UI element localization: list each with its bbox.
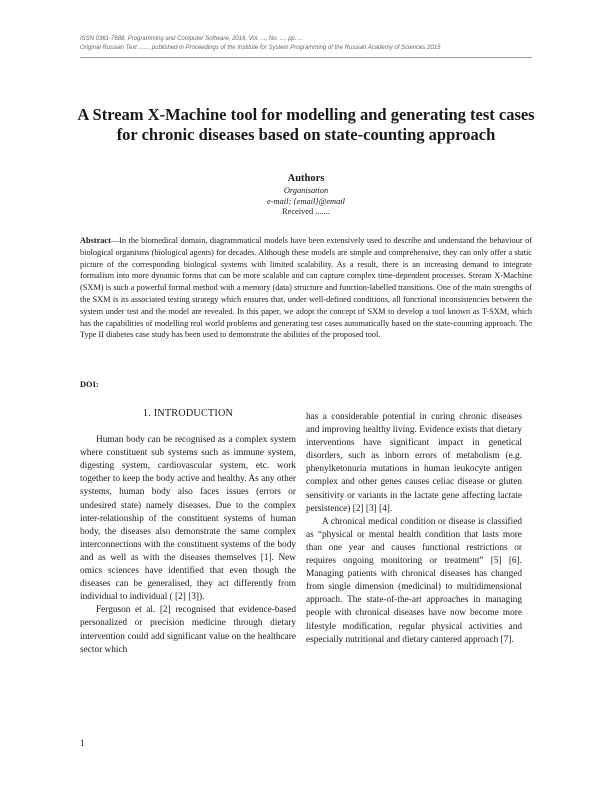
page-number: 1: [80, 738, 85, 748]
left-column: [80, 407, 296, 657]
organisation: Organisation: [283, 186, 329, 195]
abstract-label: Abstract: [80, 236, 111, 245]
paper-title: A Stream X-Machine tool for modelling and generating test cases for chronic diseases based on state-counting approach: [77, 105, 535, 144]
header-rule: [80, 57, 532, 58]
abstract-text: —In the biomedical domain, diagrammatical models have been extensively used to describe and understand the behaviour of biological organisms (biological agents) for decades. Although these models are simple and comprehensive, they can only offer a static picture of the corresponding biological systems with limited scalability. As a result, there is an increasing demand to integrate formalism into more dynamic forms that can be more scalable and can capture complex time-dependent processes. Stream X-Machine (SXM) is such a powerful formal method with a memory (data) structure and function-labelled transitions. One of the main strengths of the SXM is its associated testing strategy which ensures that, under well-defined conditions, all functional inconsistencies between the system under test and the model are revealed. In this paper, we adopt the concept of SXM to develop a tool known as T-SXM, which has the capabilities of modelling real world problems and generating test cases automatically based on the state-counting approach. The Type II diabetes case study has been used to demonstrate the abilities of the proposed tool.: [80, 236, 532, 340]
authors: Authors: [287, 173, 325, 184]
header-original-text-line: Original Russian Text ......, published in Proceedings of the Institute for System Programming of the Russian Academy of Sciences 2015: [80, 45, 441, 51]
paragraph: has a considerable potential in curing chronic diseases and improving healthy living. Evidence exists that dietary interventions have significant impact in genetical disorders, such as inborn errors of metabolism (e.g. phenylketonuria mutations in human leukocyte antigen complex and other genes causes celiac disease or gluten sensitivity or variants in the lactate gene affecting lactate persistence) [2] [3] [4].: [306, 412, 522, 514]
paragraph: Ferguson et al. [2] recognised that evidence-based personalized or precision medicine through dietary intervention could add significant value on the healthcare sector which: [80, 605, 296, 655]
affiliation-block: [0, 186, 612, 218]
paragraph: Human body can be recognised as a complex system where constituent sub systems such as immune system, digesting system, cardiovascular system, etc. work together to keep the body active and healthy. As any other systems, human body also faces issues (errors or undesired state) namely diseases. Due to the complex inter-relationship of the constituent systems of human body, the diseases also demonstrate the same complex interconnections with the constituent systems of the body and as well as with the diseases themselves [1]. New omics sciences have identified that even though the diseases can be generalised, they act differently from individual to individual ( [2] [3]).: [80, 435, 296, 603]
header-journal-line: ISSN 0361-7688, Programming and Computer Software, 2016, Vol. ..., No. ..., pp. ...: [80, 36, 304, 42]
section-heading: 1. INTRODUCTION: [142, 408, 234, 419]
abstract: [80, 235, 532, 341]
received-date: Received .......: [282, 207, 330, 217]
paragraph: A chronical medical condition or disease is classified as “physical or mental health condition that lasts more than one year and causes functional restrictions or requires ongoing monitoring or treatment” [5] [6]. Managing patients with chronical diseases has changed from single dimension (medicinal) to multidimensional approach. The state-of-the-art approaches in managing people with chronical diseases have now become more lifestyle modification, regular physical activities and especially nutritional and dietary cantered approach [7].: [306, 516, 522, 645]
right-column: [306, 411, 522, 647]
email: e-mail: {email}@email: [267, 196, 345, 206]
doi-label: DOI:: [80, 380, 99, 389]
running-header: [80, 35, 540, 53]
